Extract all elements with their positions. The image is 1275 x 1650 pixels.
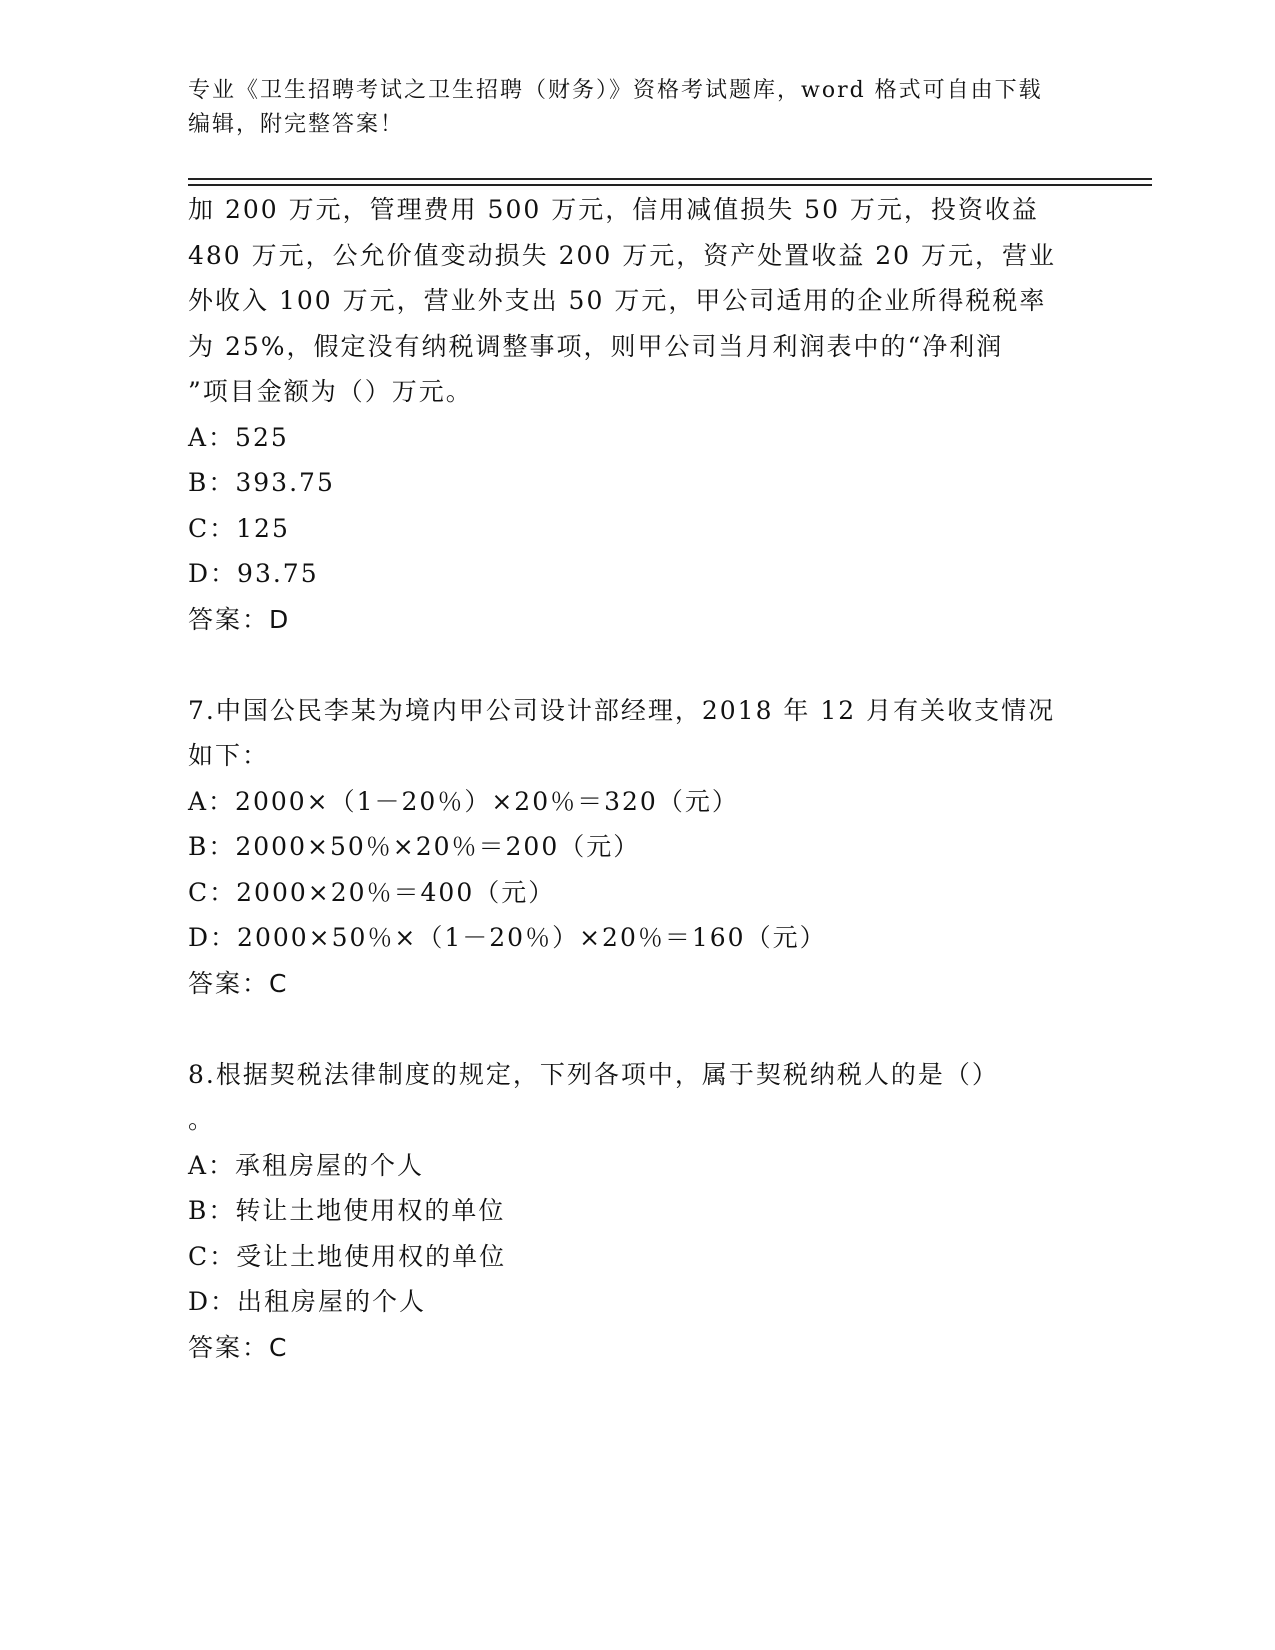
- question-7-option-a: A：2000×（1－20％）×20％＝320（元）: [188, 786, 739, 816]
- header-divider-bottom: [188, 184, 1152, 186]
- question-7-answer: 答案：C: [188, 968, 289, 998]
- question-8: [188, 1052, 1088, 1371]
- question-content: [188, 187, 1088, 1370]
- header-line-1: 专业《卫生招聘考试之卫生招聘（财务）》资格考试题库，word 格式可自由下载: [188, 78, 1043, 103]
- question-6: [188, 187, 1088, 642]
- question-6-option-b: B：393.75: [188, 468, 335, 497]
- question-6-text-line: 外收入 100 万元，营业外支出 50 万元，甲公司适用的企业所得税税率: [188, 286, 1047, 315]
- question-8-answer: 答案：C: [188, 1332, 289, 1362]
- question-6-option-c: C：125: [188, 513, 290, 543]
- question-7-option-b: B：2000×50％×20％＝200（元）: [188, 832, 641, 861]
- question-6-text-line: 加 200 万元，管理费用 500 万元，信用减值损失 50 万元，投资收益: [188, 195, 1039, 224]
- question-8-text-line: 8.根据契税法律制度的规定，下列各项中，属于契税纳税人的是（）: [188, 1059, 999, 1089]
- question-6-option-d: D：93.75: [188, 559, 319, 588]
- question-6-answer: 答案：D: [188, 604, 291, 634]
- question-7-text-line: 7.中国公民李某为境内甲公司设计部经理，2018 年 12 月有关收支情况: [188, 695, 1056, 725]
- question-spacer: [188, 642, 1088, 688]
- document-header: [188, 74, 1068, 142]
- question-7-option-d: D：2000×50％×（1－20％）×20％＝160（元）: [188, 923, 827, 952]
- question-6-option-a: A：525: [188, 422, 289, 452]
- question-6-text-line: 480 万元，公允价值变动损失 200 万元，资产处置收益 20 万元，营业: [188, 240, 1056, 270]
- question-spacer: [188, 1006, 1088, 1052]
- header-line-2: 编辑，附完整答案！: [188, 112, 405, 137]
- question-8-text-line: 。: [188, 1105, 216, 1134]
- question-7: [188, 688, 1088, 1007]
- header-divider-top: [188, 178, 1152, 180]
- question-6-text-line: 为 25%，假定没有纳税调整事项，则甲公司当月利润表中的“净利润: [188, 331, 1004, 361]
- question-8-option-b: B：转让土地使用权的单位: [188, 1196, 506, 1225]
- question-7-option-c: C：2000×20％＝400（元）: [188, 877, 556, 907]
- question-8-option-d: D：出租房屋的个人: [188, 1287, 427, 1316]
- question-8-option-a: A：承租房屋的个人: [188, 1150, 425, 1180]
- question-8-option-c: C：受让土地使用权的单位: [188, 1241, 507, 1271]
- question-7-text-line: 如下：: [188, 741, 270, 770]
- question-6-text-line: ”项目金额为（）万元。: [188, 377, 473, 406]
